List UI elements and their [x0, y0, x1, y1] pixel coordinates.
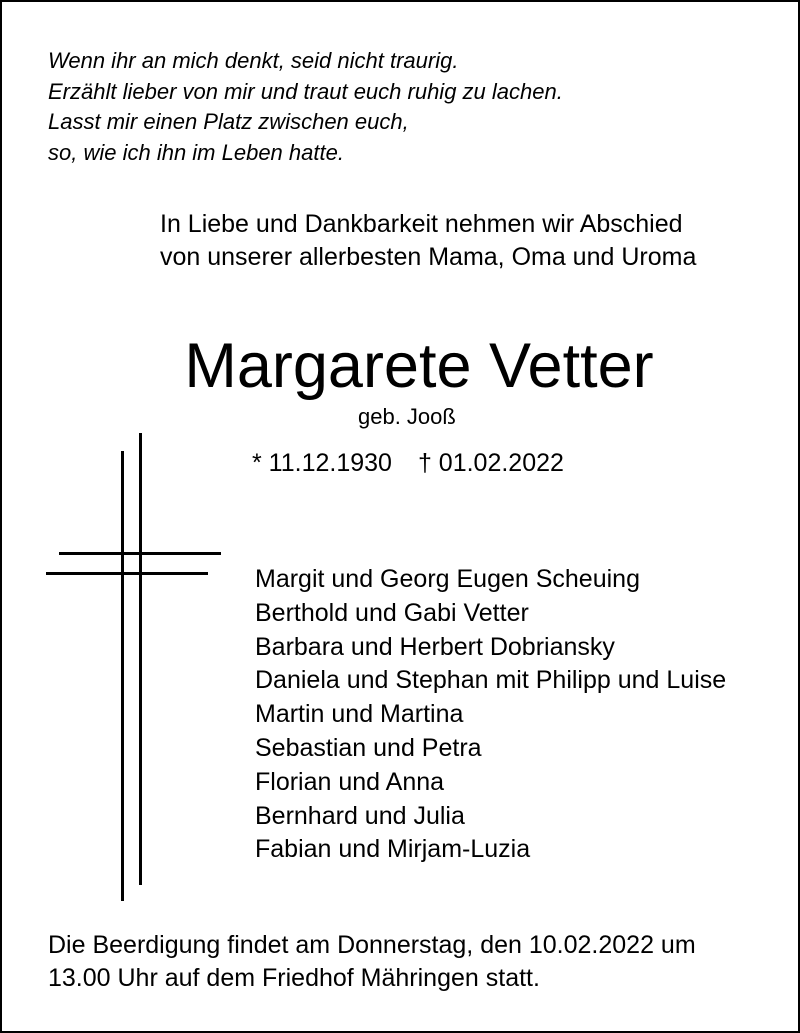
poem-line: Erzählt lieber von mir und traut euch ruhig zu lachen. [48, 78, 563, 104]
mourners-list [255, 563, 726, 867]
mourner-entry: Florian und Anna [255, 767, 445, 796]
mourner-entry: Bernhard und Julia [255, 801, 465, 830]
life-dates [252, 447, 564, 479]
mourner-entry: Martin und Martina [255, 700, 464, 729]
poem [48, 46, 563, 168]
intro-text [160, 208, 696, 274]
poem-line: so, wie ich ihn im Leben hatte. [48, 139, 344, 165]
funeral-notice [48, 929, 696, 995]
mourner-entry: Barbara und Herbert Dobriansky [255, 632, 615, 661]
mourner-entry: Margit und Georg Eugen Scheuing [255, 565, 640, 593]
funeral-line: Die Beerdigung findet am Donnerstag, den 10.02.2022 um [48, 931, 696, 959]
funeral-line: 13.00 Uhr auf dem Friedhof Mähringen statt. [48, 964, 540, 992]
mourner-entry: Berthold und Gabi Vetter [255, 598, 529, 627]
mourner-entry: Fabian und Mirjam-Luzia [255, 835, 531, 864]
mourner-entry: Sebastian und Petra [255, 733, 482, 762]
cross-horizontal-bar-top [59, 552, 221, 555]
mourner-entry: Daniela und Stephan mit Philipp und Luise [255, 666, 727, 695]
intro-line: In Liebe und Dankbarkeit nehmen wir Abschied [160, 210, 683, 238]
cross-vertical-bar-right [139, 433, 142, 885]
cross-horizontal-bar-bottom [46, 572, 208, 575]
birth-date: * 11.12.1930 [252, 449, 392, 477]
cross-vertical-bar-left [121, 451, 124, 901]
maiden-name: geb. Jooß [358, 404, 456, 429]
poem-line: Wenn ihr an mich denkt, seid nicht traurig. [48, 48, 459, 73]
intro-line: von unserer allerbesten Mama, Oma und Uroma [160, 243, 697, 271]
poem-line: Lasst mir einen Platz zwischen euch, [48, 109, 409, 134]
deceased-name: Margarete Vetter [184, 331, 654, 401]
death-date: † 01.02.2022 [417, 449, 564, 477]
